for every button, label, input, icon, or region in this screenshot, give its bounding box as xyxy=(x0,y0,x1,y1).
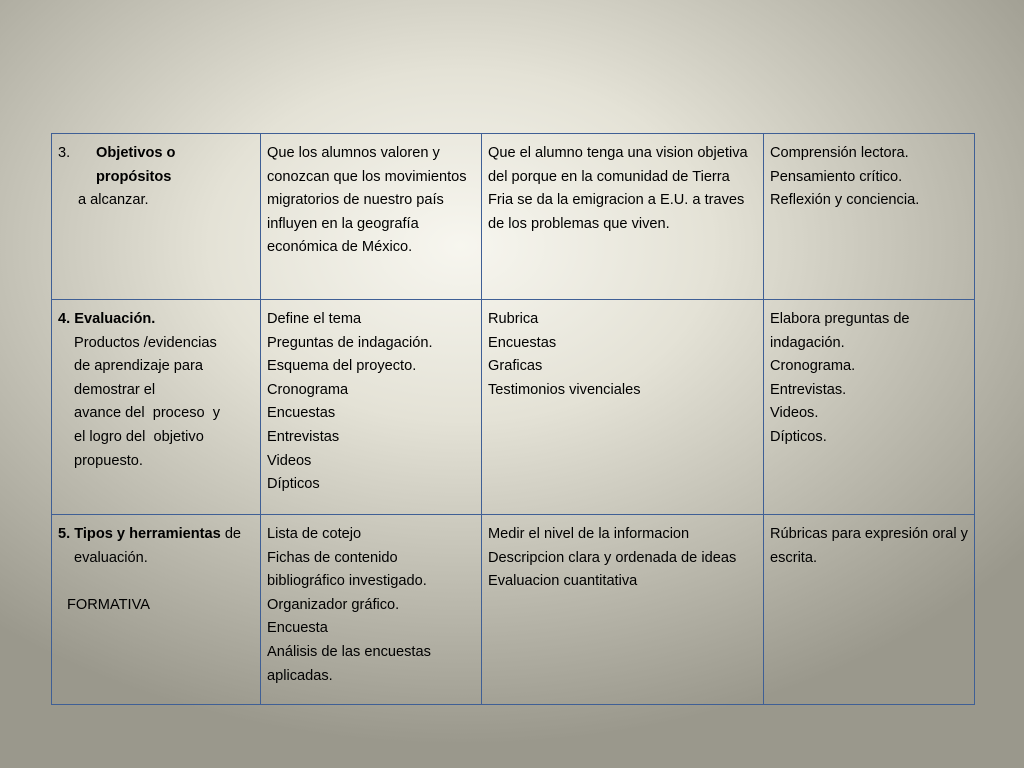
list-item: Cronograma xyxy=(267,381,349,398)
list-item: Define el tema xyxy=(267,311,362,327)
planning-table xyxy=(51,133,975,705)
cell-content xyxy=(764,515,975,705)
cell-text: Que el alumno tenga una vision objetiva del porque en la comunidad de Tierra Fria se da la emigracion a E.U. a traves de los problemas que viven. xyxy=(488,145,748,232)
heading-sub: evaluación. xyxy=(74,549,148,566)
heading: 5. Tipos y herramientas de xyxy=(58,526,242,542)
list-item: Fichas de contenido xyxy=(267,549,398,566)
list-item: Elabora preguntas de xyxy=(770,311,910,327)
list-item: Rubrica xyxy=(488,311,539,327)
list-item: bibliográfico investigado. xyxy=(267,573,427,590)
list-item: Encuestas xyxy=(267,405,336,422)
heading-sub-line: el logro del objetivo xyxy=(74,428,204,445)
list-item: Entrevistas xyxy=(267,428,340,445)
list-item: aplicadas. xyxy=(267,667,333,684)
cell-text: Que los alumnos valoren y conozcan que los movimientos migratorios de nuestro país influyen en la geografía económica de México. xyxy=(267,145,467,256)
row-label-cell xyxy=(52,134,261,300)
spacer xyxy=(58,570,254,594)
list-item: Dípticos xyxy=(267,476,320,493)
heading-sub-line: avance del proceso y xyxy=(74,405,221,422)
heading-sub-line: propuesto. xyxy=(74,452,143,469)
formative-tag: FORMATIVA xyxy=(67,596,150,613)
row-label-cell xyxy=(52,515,261,705)
heading-line: propósitos xyxy=(96,168,172,185)
heading-line: Objetivos o xyxy=(96,145,176,161)
row-label-cell xyxy=(52,300,261,515)
list-item: Pensamiento crítico. xyxy=(770,168,903,185)
heading-sub: a alcanzar. xyxy=(78,192,149,209)
list-item: Cronograma. xyxy=(770,358,856,375)
item-number: 3. xyxy=(58,145,71,161)
list-item: Testimonios vivenciales xyxy=(488,381,641,398)
table-row-evaluacion xyxy=(52,300,975,515)
list-item: Dípticos. xyxy=(770,428,827,445)
list-item: Análisis de las encuestas xyxy=(267,643,431,660)
cell-text: Rúbricas para expresión oral y escrita. xyxy=(770,526,968,566)
list-item: Encuestas xyxy=(488,334,557,351)
cell-content xyxy=(482,300,764,515)
list-item: Lista de cotejo xyxy=(267,526,362,542)
list-item: Descripcion clara y ordenada de ideas xyxy=(488,549,737,566)
cell-content xyxy=(482,515,764,705)
numbered-heading xyxy=(58,142,254,189)
list-item: Entrevistas. xyxy=(770,381,847,398)
table-row-tipos xyxy=(52,515,975,705)
list-item: Reflexión y conciencia. xyxy=(770,192,920,209)
cell-content xyxy=(482,134,764,300)
list-item: Comprensión lectora. xyxy=(770,145,909,161)
cell-content xyxy=(764,300,975,515)
cell-content xyxy=(764,134,975,300)
table-row-objetivos xyxy=(52,134,975,300)
list-item: Videos. xyxy=(770,405,819,422)
heading-sub-line: de aprendizaje para xyxy=(74,358,204,375)
list-item: Medir el nivel de la informacion xyxy=(488,526,690,542)
list-item: Esquema del proyecto. xyxy=(267,358,417,375)
list-item: Videos xyxy=(267,452,312,469)
cell-content xyxy=(261,134,482,300)
list-item: Organizador gráfico. xyxy=(267,596,400,613)
heading-sub-line: Productos /evidencias xyxy=(74,334,217,351)
list-item: indagación. xyxy=(770,334,845,351)
list-item: Graficas xyxy=(488,358,543,375)
cell-content xyxy=(261,515,482,705)
list-item: Preguntas de indagación. xyxy=(267,334,433,351)
heading: 4. Evaluación. xyxy=(58,311,156,327)
cell-content xyxy=(261,300,482,515)
list-item: Encuesta xyxy=(267,620,328,637)
list-item: Evaluacion cuantitativa xyxy=(488,573,638,590)
heading-sub-line: demostrar el xyxy=(74,381,156,398)
